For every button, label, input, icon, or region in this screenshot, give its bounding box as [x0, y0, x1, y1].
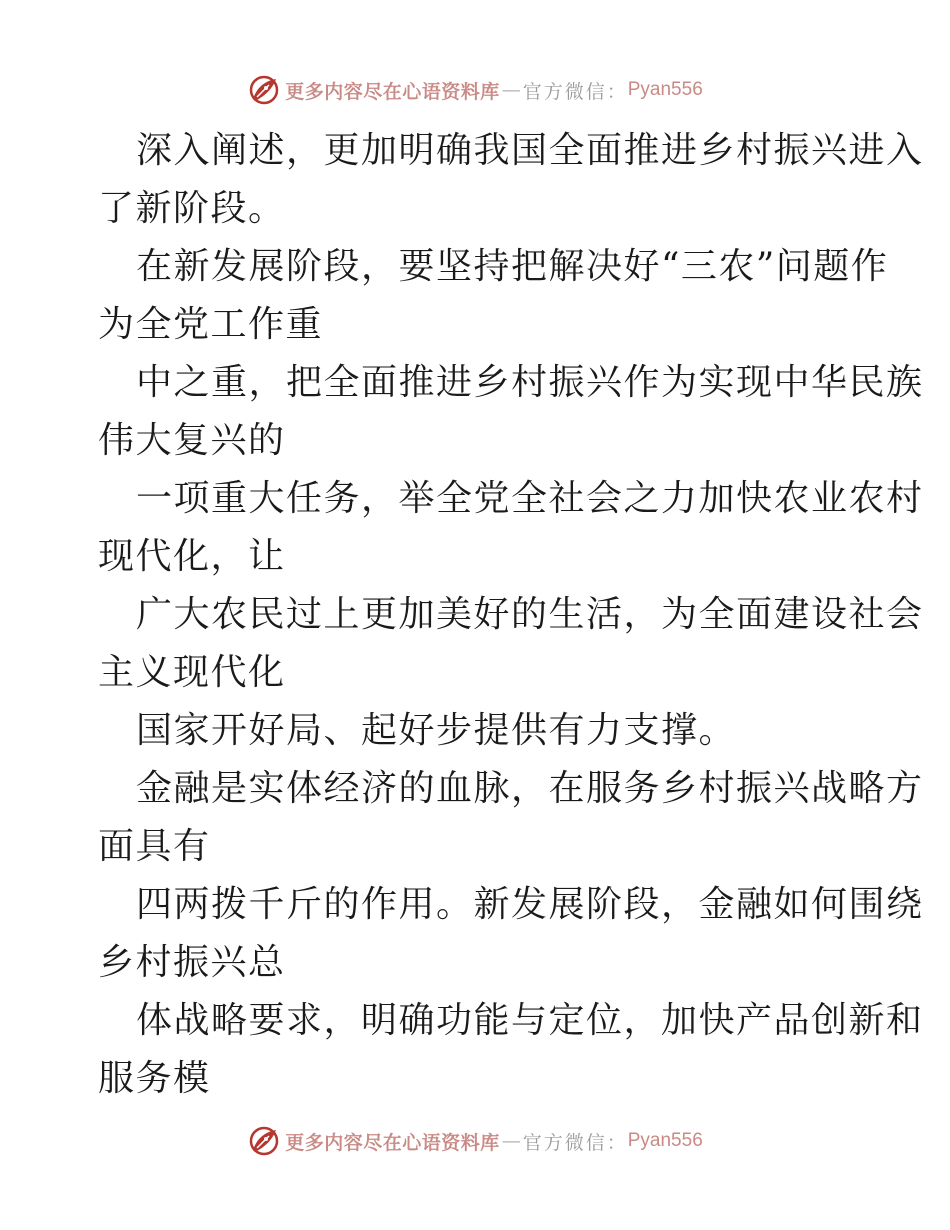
header-banner: [0, 70, 950, 110]
banner-contact-id: Pyan556: [627, 1130, 703, 1151]
banner-contact-id: Pyan556: [627, 79, 703, 100]
paragraph-line: 面具有: [98, 826, 211, 867]
paragraph-line: 在新发展阶段，要坚持把解决好“三农”问题作: [136, 246, 889, 287]
banner-separator: —: [501, 79, 521, 101]
paragraph-line: 广大农民过上更加美好的生活，为全面建设社会: [136, 594, 924, 635]
footer-banner: [0, 1121, 950, 1161]
paragraph-line: 乡村振兴总: [98, 942, 286, 983]
paragraph-line: 中之重，把全面推进乡村振兴作为实现中华民族: [136, 362, 924, 403]
banner-separator: —: [501, 1130, 521, 1152]
pen-nib-logo-icon: [247, 1124, 281, 1158]
paragraph-line: 主义现代化: [98, 652, 286, 693]
paragraph-line: 现代化，让: [98, 536, 286, 577]
pen-nib-logo-icon: [247, 73, 281, 107]
paragraph-line: 了新阶段。: [98, 188, 286, 229]
paragraph-line: 国家开好局、起好步提供有力支撑。: [136, 710, 737, 751]
banner-contact-label: 官方微信：: [522, 1131, 628, 1154]
paragraph-line: 伟大复兴的: [98, 420, 286, 461]
paragraph-line: 四两拨千斤的作用。新发展阶段，金融如何围绕: [136, 884, 924, 925]
paragraph-line: 服务模: [98, 1058, 211, 1099]
paragraph-line: 为全党工作重: [98, 304, 324, 345]
paragraph-line: 深入阐述，更加明确我国全面推进乡村振兴进入: [136, 130, 924, 171]
paragraph-line: 一项重大任务，举全党全社会之力加快农业农村: [136, 478, 924, 519]
paragraph-line: 体战略要求，明确功能与定位，加快产品创新和: [136, 1000, 924, 1041]
paragraph-line: 金融是实体经济的血脉，在服务乡村振兴战略方: [136, 768, 924, 809]
document-body: [98, 122, 924, 1108]
banner-site-text: 更多内容尽在心语资料库: [285, 80, 500, 103]
banner-site-text: 更多内容尽在心语资料库: [285, 1131, 500, 1154]
banner-contact-label: 官方微信：: [522, 80, 628, 103]
